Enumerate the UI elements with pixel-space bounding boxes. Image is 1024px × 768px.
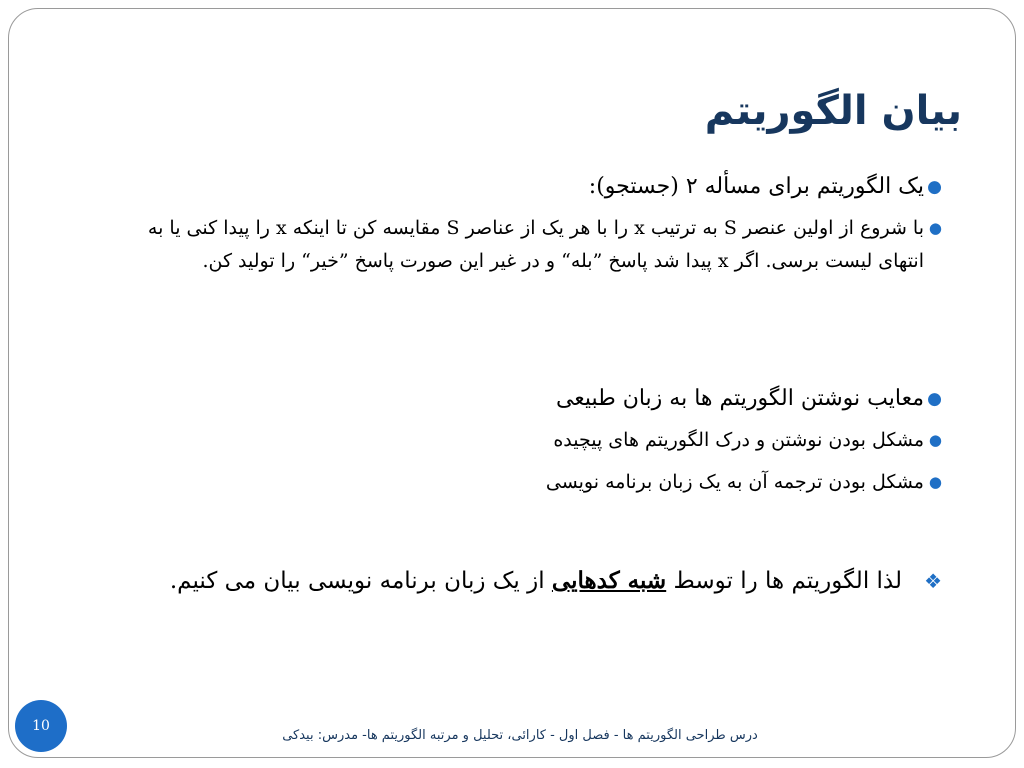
bullet-2-sub-1 — [422, 424, 942, 457]
bullet-dot-icon: ● — [928, 431, 942, 449]
bullet-1-text: یک الگوریتم برای مسأله ۲ (جستجو): — [588, 174, 924, 199]
bullet-1-sub — [122, 212, 942, 278]
conclusion — [82, 560, 942, 602]
footer-text: درس طراحی الگوریتم ها - فصل اول - کارائی، تحلیل و مرتبه الگوریتم ها- مدرس: بیدکی — [282, 728, 758, 743]
bullet-dot-icon: ● — [928, 219, 942, 237]
diamond-bullet-icon: ❖ — [924, 569, 942, 593]
bullet-1-sub-text: با شروع از اولین عنصر S به ترتیب x را با هر یک از عناصر S مقایسه کن تا اینکه x را پیدا کنی یا به انتهای لیست برسی. اگر x پیدا شد پاسخ ”بله“ و در غیر این صورت پاسخ ”خیر“ را تولید کن. — [147, 217, 924, 272]
page-number-badge: 10 — [15, 700, 67, 752]
bullet-2 — [422, 382, 942, 416]
conclusion-after: از یک زبان برنامه نویسی بیان می کنیم. — [169, 568, 545, 594]
bullet-dot-icon: ● — [927, 177, 942, 197]
bullet-dot-icon: ● — [928, 473, 942, 491]
bullet-2-text: معایب نوشتن الگوریتم ها به زبان طبیعی — [555, 386, 924, 411]
bullet-1 — [522, 170, 942, 204]
bullet-dot-icon: ● — [927, 389, 942, 409]
slide-title: بیان الگوریتم — [704, 88, 962, 134]
conclusion-before: لذا الگوریتم ها را توسط — [673, 568, 902, 594]
bullet-2-sub-1-text: مشکل بودن نوشتن و درک الگوریتم های پیچیده — [553, 429, 924, 451]
conclusion-emphasis: شبه کدهایی — [551, 567, 667, 594]
bullet-2-sub-2-text: مشکل بودن ترجمه آن به یک زبان برنامه نویسی — [545, 471, 924, 493]
bullet-2-sub-2 — [422, 466, 942, 499]
